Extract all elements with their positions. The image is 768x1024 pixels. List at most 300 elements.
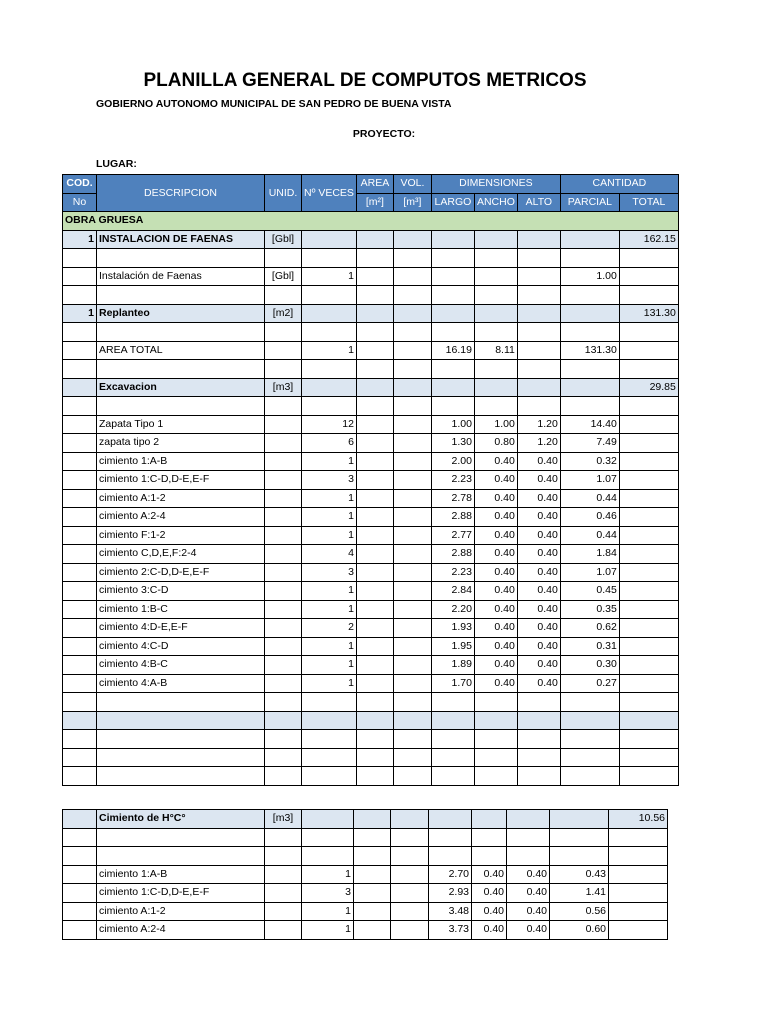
cell-desc: Instalación de Faenas bbox=[97, 267, 265, 286]
cell-desc: cimiento 1:A-B bbox=[97, 452, 265, 471]
cell-vol bbox=[393, 267, 431, 286]
cell-ancho bbox=[472, 810, 507, 829]
cell-no bbox=[63, 619, 97, 638]
header-vol-unit: [m³] bbox=[393, 193, 431, 212]
cell-parcial bbox=[560, 730, 619, 749]
cell-no bbox=[63, 526, 97, 545]
cell-vol bbox=[393, 471, 431, 490]
cell-parcial bbox=[560, 286, 619, 305]
cell-ancho bbox=[474, 730, 517, 749]
header-alto: ALTO bbox=[517, 193, 560, 212]
cell-area bbox=[356, 323, 393, 342]
cell-desc bbox=[97, 249, 265, 268]
cell-vol bbox=[393, 730, 431, 749]
cell-largo: 16.19 bbox=[431, 341, 474, 360]
cell-desc: cimiento 4:A-B bbox=[97, 674, 265, 693]
cell-ancho: 0.40 bbox=[474, 656, 517, 675]
cell-alto: 0.40 bbox=[517, 656, 560, 675]
cell-vol bbox=[393, 600, 431, 619]
cell-unid bbox=[265, 656, 302, 675]
table-row bbox=[63, 489, 679, 508]
cell-total bbox=[609, 921, 668, 940]
cell-unid: [Gbl] bbox=[265, 230, 302, 249]
cell-largo bbox=[431, 267, 474, 286]
table-row bbox=[63, 730, 679, 749]
cell-area bbox=[356, 600, 393, 619]
cell-alto: 0.40 bbox=[507, 921, 550, 940]
cell-unid: [Gbl] bbox=[265, 267, 302, 286]
cell-desc: cimiento 1:B-C bbox=[97, 600, 265, 619]
cell-unid bbox=[265, 619, 302, 638]
cell-parcial: 1.07 bbox=[560, 471, 619, 490]
cell-total bbox=[609, 884, 668, 903]
table-row bbox=[63, 619, 679, 638]
cell-total bbox=[619, 452, 678, 471]
cell-no bbox=[63, 360, 97, 379]
cell-largo: 2.70 bbox=[429, 865, 472, 884]
cell-ancho: 1.00 bbox=[474, 415, 517, 434]
cell-ancho: 0.40 bbox=[474, 600, 517, 619]
cell-desc: cimiento 4:B-C bbox=[97, 656, 265, 675]
cell-parcial bbox=[560, 397, 619, 416]
cell-area bbox=[356, 748, 393, 767]
cell-alto bbox=[507, 828, 550, 847]
table-row bbox=[63, 582, 679, 601]
cell-ancho bbox=[474, 323, 517, 342]
cell-alto bbox=[517, 323, 560, 342]
header-parcial: PARCIAL bbox=[560, 193, 619, 212]
cell-total bbox=[619, 582, 678, 601]
cell-alto bbox=[517, 730, 560, 749]
cell-no: 1 bbox=[63, 230, 97, 249]
cell-total bbox=[619, 693, 678, 712]
cell-vol bbox=[393, 508, 431, 527]
cell-alto: 0.40 bbox=[517, 452, 560, 471]
cell-total: 10.56 bbox=[609, 810, 668, 829]
cell-desc: cimiento 1:C-D,D-E,E-F bbox=[97, 471, 265, 490]
cell-total bbox=[619, 323, 678, 342]
cell-unid bbox=[265, 711, 302, 730]
cell-unid bbox=[265, 489, 302, 508]
cell-area bbox=[354, 884, 391, 903]
cell-area bbox=[356, 582, 393, 601]
cell-no bbox=[63, 563, 97, 582]
cell-alto bbox=[517, 304, 560, 323]
cell-alto: 0.40 bbox=[517, 582, 560, 601]
cell-unid bbox=[265, 865, 302, 884]
cell-unid bbox=[265, 249, 302, 268]
cell-veces: 4 bbox=[302, 545, 357, 564]
cell-largo bbox=[431, 360, 474, 379]
cell-no bbox=[63, 810, 97, 829]
cell-veces: 1 bbox=[302, 489, 357, 508]
cell-vol bbox=[393, 748, 431, 767]
cell-veces: 1 bbox=[302, 452, 357, 471]
cell-total bbox=[619, 600, 678, 619]
header-cantidad: CANTIDAD bbox=[560, 175, 678, 194]
cell-no bbox=[63, 471, 97, 490]
cell-ancho bbox=[474, 748, 517, 767]
cell-unid bbox=[265, 767, 302, 786]
cell-ancho: 0.40 bbox=[474, 563, 517, 582]
cell-parcial: 0.46 bbox=[560, 508, 619, 527]
cell-no bbox=[63, 452, 97, 471]
table-row bbox=[63, 526, 679, 545]
table-body bbox=[63, 230, 679, 785]
cell-largo bbox=[431, 378, 474, 397]
cell-total bbox=[619, 489, 678, 508]
cell-no bbox=[63, 674, 97, 693]
cell-largo bbox=[431, 730, 474, 749]
cell-unid bbox=[265, 884, 302, 903]
cell-vol bbox=[393, 249, 431, 268]
cell-area bbox=[356, 711, 393, 730]
cell-vol bbox=[393, 489, 431, 508]
cell-largo: 1.00 bbox=[431, 415, 474, 434]
cell-alto bbox=[517, 360, 560, 379]
cell-area bbox=[356, 526, 393, 545]
cell-no bbox=[63, 748, 97, 767]
cell-no bbox=[63, 902, 97, 921]
table-row bbox=[63, 415, 679, 434]
cell-desc: zapata tipo 2 bbox=[97, 434, 265, 453]
cell-unid bbox=[265, 600, 302, 619]
cell-parcial: 0.45 bbox=[560, 582, 619, 601]
cell-desc: cimiento F:1-2 bbox=[97, 526, 265, 545]
cell-alto bbox=[517, 748, 560, 767]
cell-parcial bbox=[560, 249, 619, 268]
cell-unid bbox=[265, 748, 302, 767]
table-row bbox=[63, 452, 679, 471]
cell-area bbox=[356, 452, 393, 471]
cell-unid bbox=[265, 286, 302, 305]
cell-largo bbox=[429, 828, 472, 847]
cell-area bbox=[356, 545, 393, 564]
header-cod: COD. bbox=[63, 175, 97, 194]
cell-parcial: 0.62 bbox=[560, 619, 619, 638]
table-row bbox=[63, 674, 679, 693]
cell-largo bbox=[431, 397, 474, 416]
cell-no bbox=[63, 249, 97, 268]
cell-veces: 2 bbox=[302, 619, 357, 638]
cell-no bbox=[63, 286, 97, 305]
cell-unid bbox=[265, 921, 302, 940]
cell-desc: Zapata Tipo 1 bbox=[97, 415, 265, 434]
cell-veces: 1 bbox=[302, 526, 357, 545]
cell-desc: cimiento 2:C-D,D-E,E-F bbox=[97, 563, 265, 582]
cell-veces bbox=[302, 730, 357, 749]
section-row bbox=[63, 810, 668, 829]
cell-unid bbox=[265, 471, 302, 490]
cell-desc: cimiento A:1-2 bbox=[97, 902, 265, 921]
header-no: No bbox=[63, 193, 97, 212]
cell-parcial bbox=[560, 767, 619, 786]
cell-vol bbox=[391, 828, 429, 847]
cell-unid bbox=[265, 828, 302, 847]
cell-ancho: 0.40 bbox=[474, 489, 517, 508]
cell-unid bbox=[265, 415, 302, 434]
cell-total bbox=[619, 341, 678, 360]
cell-veces bbox=[302, 693, 357, 712]
cell-total bbox=[619, 711, 678, 730]
cell-no bbox=[63, 693, 97, 712]
cell-area bbox=[356, 656, 393, 675]
cell-unid bbox=[265, 674, 302, 693]
cell-area bbox=[354, 828, 391, 847]
cell-vol bbox=[393, 767, 431, 786]
cell-unid bbox=[265, 637, 302, 656]
cell-veces: 1 bbox=[302, 637, 357, 656]
cell-largo: 2.78 bbox=[431, 489, 474, 508]
cell-largo: 2.20 bbox=[431, 600, 474, 619]
header-total: TOTAL bbox=[619, 193, 678, 212]
cell-veces: 1 bbox=[302, 921, 354, 940]
cell-largo bbox=[431, 304, 474, 323]
cell-alto: 0.40 bbox=[517, 526, 560, 545]
cell-area bbox=[356, 434, 393, 453]
cell-alto bbox=[517, 397, 560, 416]
cell-veces: 6 bbox=[302, 434, 357, 453]
cell-largo: 2.88 bbox=[431, 508, 474, 527]
cell-largo: 2.00 bbox=[431, 452, 474, 471]
cell-parcial: 0.56 bbox=[550, 902, 609, 921]
header-area: AREA bbox=[356, 175, 393, 194]
cell-ancho: 0.40 bbox=[474, 452, 517, 471]
cell-alto: 0.40 bbox=[517, 508, 560, 527]
cell-ancho bbox=[474, 378, 517, 397]
cell-ancho: 0.40 bbox=[472, 884, 507, 903]
table-row bbox=[63, 884, 668, 903]
cell-vol bbox=[391, 865, 429, 884]
cell-parcial bbox=[560, 693, 619, 712]
cell-largo: 1.89 bbox=[431, 656, 474, 675]
cell-largo: 2.88 bbox=[431, 545, 474, 564]
cell-unid bbox=[265, 508, 302, 527]
table-body-2 bbox=[63, 810, 668, 940]
cell-alto bbox=[517, 711, 560, 730]
table-row bbox=[63, 508, 679, 527]
cell-veces: 3 bbox=[302, 884, 354, 903]
cell-veces: 1 bbox=[302, 865, 354, 884]
cell-no bbox=[63, 828, 97, 847]
cell-area bbox=[356, 415, 393, 434]
cell-veces bbox=[302, 286, 357, 305]
cell-vol bbox=[393, 397, 431, 416]
cell-total bbox=[619, 267, 678, 286]
cell-ancho: 0.40 bbox=[474, 619, 517, 638]
cell-desc bbox=[97, 711, 265, 730]
cell-no bbox=[63, 397, 97, 416]
cell-alto: 0.40 bbox=[517, 471, 560, 490]
table-row bbox=[63, 693, 679, 712]
cell-largo: 1.70 bbox=[431, 674, 474, 693]
cell-area bbox=[356, 619, 393, 638]
cell-parcial bbox=[560, 323, 619, 342]
cell-total bbox=[619, 249, 678, 268]
cell-no bbox=[63, 508, 97, 527]
cell-veces bbox=[302, 249, 357, 268]
cell-vol bbox=[393, 452, 431, 471]
cell-unid bbox=[265, 693, 302, 712]
cell-total: 162.15 bbox=[619, 230, 678, 249]
table-row bbox=[63, 767, 679, 786]
cell-alto: 1.20 bbox=[517, 434, 560, 453]
cell-vol bbox=[391, 902, 429, 921]
cell-desc bbox=[97, 693, 265, 712]
cell-desc: cimiento A:1-2 bbox=[97, 489, 265, 508]
header-descripcion: DESCRIPCION bbox=[97, 175, 265, 212]
cell-no bbox=[63, 600, 97, 619]
cell-vol bbox=[393, 711, 431, 730]
cell-ancho bbox=[472, 847, 507, 866]
cell-unid bbox=[265, 360, 302, 379]
cell-desc: cimiento 4:D-E,E-F bbox=[97, 619, 265, 638]
cell-alto bbox=[517, 767, 560, 786]
cell-unid: [m2] bbox=[265, 304, 302, 323]
cell-largo bbox=[431, 249, 474, 268]
cell-largo: 1.93 bbox=[431, 619, 474, 638]
cell-vol bbox=[393, 434, 431, 453]
cell-largo: 1.95 bbox=[431, 637, 474, 656]
cell-alto: 0.40 bbox=[507, 902, 550, 921]
cell-vol bbox=[393, 230, 431, 249]
cell-vol bbox=[393, 360, 431, 379]
cell-alto: 0.40 bbox=[517, 619, 560, 638]
cell-area bbox=[356, 637, 393, 656]
cell-total bbox=[619, 434, 678, 453]
cell-vol bbox=[393, 323, 431, 342]
cell-veces bbox=[302, 828, 354, 847]
cell-desc bbox=[97, 323, 265, 342]
cell-veces bbox=[302, 847, 354, 866]
cell-veces bbox=[302, 397, 357, 416]
cell-ancho bbox=[474, 230, 517, 249]
cell-area bbox=[354, 921, 391, 940]
cell-no bbox=[63, 341, 97, 360]
cell-parcial: 1.00 bbox=[560, 267, 619, 286]
cell-vol bbox=[391, 921, 429, 940]
cell-ancho bbox=[474, 693, 517, 712]
cell-unid bbox=[265, 730, 302, 749]
cell-no bbox=[63, 865, 97, 884]
header-unid: UNID. bbox=[265, 175, 302, 212]
cell-veces bbox=[302, 748, 357, 767]
cell-vol bbox=[393, 341, 431, 360]
cell-no bbox=[63, 711, 97, 730]
cell-alto bbox=[517, 249, 560, 268]
page-title: PLANILLA GENERAL DE COMPUTOS METRICOS bbox=[143, 70, 587, 91]
cell-unid bbox=[265, 434, 302, 453]
cell-largo bbox=[429, 847, 472, 866]
table-row bbox=[63, 656, 679, 675]
cell-desc: AREA TOTAL bbox=[97, 341, 265, 360]
cell-total bbox=[619, 674, 678, 693]
cell-area bbox=[356, 249, 393, 268]
cell-largo: 1.30 bbox=[431, 434, 474, 453]
cell-vol bbox=[393, 637, 431, 656]
cell-no bbox=[63, 884, 97, 903]
cell-desc: cimiento 4:C-D bbox=[97, 637, 265, 656]
cell-area bbox=[356, 397, 393, 416]
cell-alto: 0.40 bbox=[517, 637, 560, 656]
cell-ancho: 0.40 bbox=[474, 545, 517, 564]
cell-no: 1 bbox=[63, 304, 97, 323]
section-row bbox=[63, 230, 679, 249]
cell-largo bbox=[431, 286, 474, 305]
lugar-label: LUGAR: bbox=[96, 158, 137, 170]
table-row bbox=[63, 434, 679, 453]
cell-vol bbox=[391, 810, 429, 829]
cell-total bbox=[619, 397, 678, 416]
cell-no bbox=[63, 267, 97, 286]
cell-total bbox=[619, 526, 678, 545]
cell-parcial: 1.84 bbox=[560, 545, 619, 564]
cell-desc bbox=[97, 767, 265, 786]
cell-parcial: 14.40 bbox=[560, 415, 619, 434]
cell-parcial: 0.31 bbox=[560, 637, 619, 656]
cell-parcial: 0.43 bbox=[550, 865, 609, 884]
cell-largo bbox=[431, 767, 474, 786]
cell-total bbox=[619, 637, 678, 656]
cell-no bbox=[63, 656, 97, 675]
cell-ancho bbox=[474, 397, 517, 416]
cell-desc: cimiento C,D,E,F:2-4 bbox=[97, 545, 265, 564]
cell-parcial: 7.49 bbox=[560, 434, 619, 453]
cell-parcial: 0.44 bbox=[560, 489, 619, 508]
cell-total bbox=[619, 415, 678, 434]
cell-area bbox=[354, 810, 391, 829]
cell-desc: INSTALACION DE FAENAS bbox=[97, 230, 265, 249]
cell-ancho: 0.80 bbox=[474, 434, 517, 453]
table-row bbox=[63, 249, 679, 268]
cell-ancho: 0.40 bbox=[474, 526, 517, 545]
cell-desc bbox=[97, 360, 265, 379]
cell-total bbox=[619, 730, 678, 749]
cell-veces: 3 bbox=[302, 563, 357, 582]
cell-veces bbox=[302, 230, 357, 249]
cell-desc bbox=[97, 847, 265, 866]
cell-area bbox=[356, 378, 393, 397]
cell-veces: 1 bbox=[302, 341, 357, 360]
cell-largo bbox=[429, 810, 472, 829]
cell-area bbox=[356, 471, 393, 490]
cell-alto: 0.40 bbox=[517, 674, 560, 693]
cell-veces bbox=[302, 323, 357, 342]
cell-area bbox=[356, 286, 393, 305]
cell-no bbox=[63, 489, 97, 508]
cell-alto: 0.40 bbox=[517, 489, 560, 508]
cell-largo bbox=[431, 748, 474, 767]
cell-desc bbox=[97, 748, 265, 767]
cell-area bbox=[356, 674, 393, 693]
header-vol: VOL. bbox=[393, 175, 431, 194]
cell-largo bbox=[431, 711, 474, 730]
cell-area bbox=[354, 865, 391, 884]
cell-ancho bbox=[472, 828, 507, 847]
cell-alto bbox=[517, 230, 560, 249]
cell-desc: cimiento A:2-4 bbox=[97, 508, 265, 527]
cell-unid: [m3] bbox=[265, 378, 302, 397]
cell-no bbox=[63, 847, 97, 866]
cell-desc bbox=[97, 286, 265, 305]
header-area-unit: [m²] bbox=[356, 193, 393, 212]
cell-unid bbox=[265, 526, 302, 545]
cell-vol bbox=[393, 563, 431, 582]
cell-vol bbox=[393, 656, 431, 675]
cell-total bbox=[619, 563, 678, 582]
table-row bbox=[63, 921, 668, 940]
table-row bbox=[63, 563, 679, 582]
